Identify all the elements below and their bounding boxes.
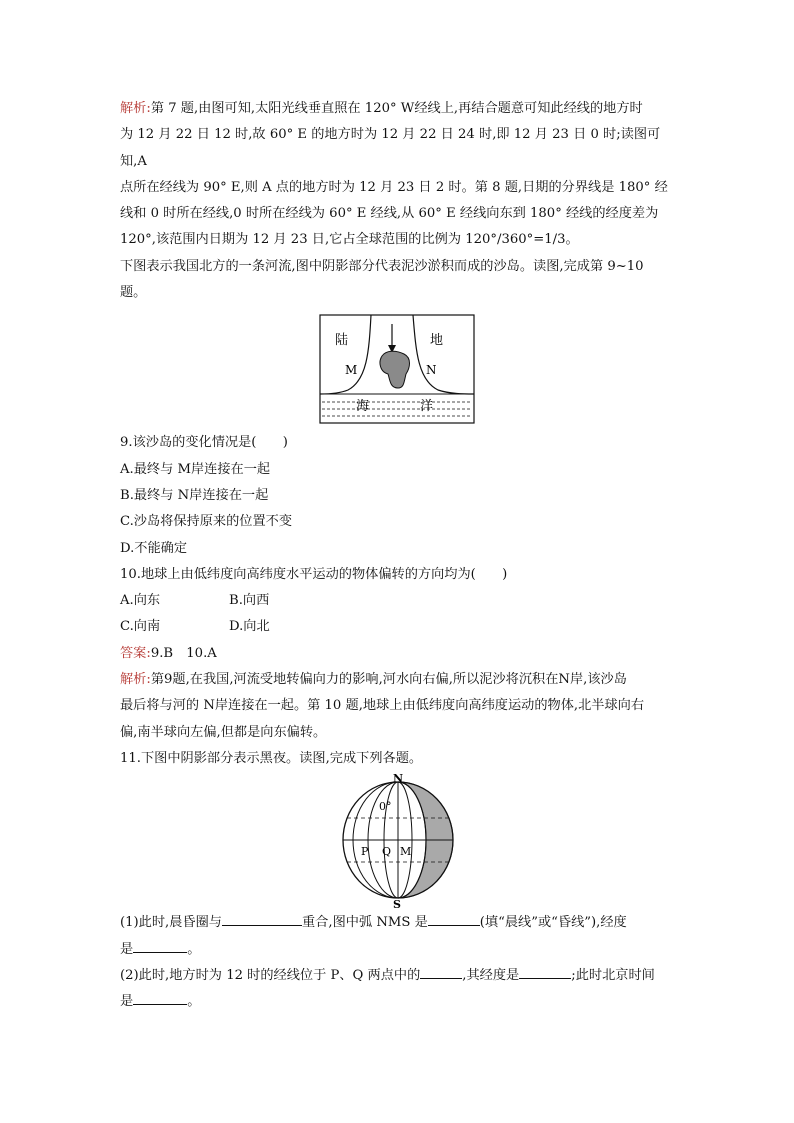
answer-blank[interactable]	[428, 911, 480, 926]
analysis-line: 线和 0 时所在经线,0 时所在经线为 60° E 经线,从 60° E 经线向东到 180° 经线的经度差为	[120, 206, 659, 222]
question-11-subs	[120, 910, 680, 1015]
river-diagram	[120, 312, 680, 430]
intro-line: 题。	[120, 285, 147, 301]
answer-blank[interactable]	[133, 990, 187, 1005]
question-11-stem	[120, 746, 680, 772]
land-right-label: 地	[430, 333, 444, 349]
q11-sub2-d: 是	[120, 994, 134, 1010]
globe-p-label: P	[361, 845, 369, 859]
analysis-line: 为 12 月 22 日 12 时,故 60° E 的地方时为 12 月 22 日 24 时,即 12 月 23 日 0 时;读图可知,A	[120, 127, 661, 169]
globe-s-label: S	[393, 898, 401, 909]
bank-n-label: N	[426, 363, 437, 378]
q11-sub2-c: ;此时北京时间	[571, 967, 655, 983]
q11-sub1-a: (1)此时,晨昏圈与	[120, 915, 222, 931]
globe-diagram	[120, 774, 680, 908]
sea-right-label: 洋	[420, 399, 434, 415]
q11-sub2-a: (2)此时,地方时为 12 时的经线位于 P、Q 两点中的	[120, 967, 421, 983]
q11-stem: 11.下图中阴影部分表示黑夜。读图,完成下列各题。	[120, 750, 423, 766]
answer-blank[interactable]	[420, 964, 462, 979]
q9-option-a: A.最终与 M岸连接在一起	[120, 461, 271, 477]
analysis-line: 点所在经线为 90° E,则 A 点的地方时为 12 月 23 日 2 时。第 8 题,日期的分界线是 180° 经	[120, 179, 668, 195]
analysis-line: 最后将与河的 N岸连接在一起。第 10 题,地球上由低纬度向高纬度运动的物体,北半球向右	[120, 698, 645, 714]
q11-sub1-c: (填“晨线”或“昏线”),经度	[479, 915, 627, 931]
bank-m-label: M	[345, 363, 358, 378]
globe-n-label: N	[393, 774, 404, 786]
globe-q-label: Q	[382, 845, 392, 859]
page-content	[120, 96, 680, 1015]
river-figure	[120, 312, 680, 430]
answer-blank[interactable]	[519, 964, 571, 979]
answer-9-10	[120, 641, 680, 667]
q11-end: 。	[187, 941, 201, 957]
q11-sub2-b: ,其经度是	[462, 967, 520, 983]
analysis-label: 解析:	[120, 672, 151, 688]
analysis-line: 第9题,在我国,河流受地转偏向力的影响,河水向右偏,所以泥沙将沉积在N岸,该沙岛	[150, 672, 627, 688]
answer-blank[interactable]	[222, 911, 302, 926]
q9-option-d: D.不能确定	[120, 540, 188, 556]
question-10	[120, 562, 680, 641]
analysis-line: 第 7 题,由图可知,太阳光线垂直照在 120° W经线上,再结合题意可知此经线的地方时	[150, 101, 643, 116]
intro-9-10	[120, 254, 680, 307]
analysis-label: 解析:	[120, 101, 151, 116]
globe-figure	[120, 774, 680, 908]
q10-stem: 10.地球上由低纬度向高纬度水平运动的物体偏转的方向均为( )	[120, 566, 508, 582]
intro-line: 下图表示我国北方的一条河流,图中阴影部分代表泥沙淤积而成的沙岛。读图,完成第 9~10	[120, 258, 644, 274]
answer-text: 9.B 10.A	[150, 645, 217, 661]
sea-left-label: 海	[356, 399, 370, 415]
q11-sub1-b: 重合,图中弧 NMS 是	[302, 915, 428, 931]
question-9	[120, 430, 680, 561]
q10-option-a: A.向东	[120, 593, 161, 609]
analysis-7-8	[120, 96, 680, 254]
q10-option-b: B.向西	[229, 593, 270, 609]
q9-option-c: C.沙岛将保持原来的位置不变	[120, 514, 293, 530]
q9-stem: 9.该沙岛的变化情况是( )	[120, 435, 288, 451]
q11-sub1-d: 是	[120, 941, 134, 957]
land-left-label: 陆	[335, 333, 349, 349]
q10-option-d: D.向北	[229, 619, 270, 635]
analysis-9-10	[120, 667, 680, 746]
answer-label: 答案:	[120, 645, 151, 661]
analysis-line: 偏,南半球向左偏,但都是向东偏转。	[120, 724, 327, 740]
answer-blank[interactable]	[133, 938, 187, 953]
q11-end: 。	[187, 994, 201, 1010]
globe-m-label: M	[400, 845, 412, 859]
q9-option-b: B.最终与 N岸连接在一起	[120, 487, 269, 503]
analysis-line: 120°,该范围内日期为 12 月 23 日,它占全球范围的比例为 120°/360°=1/3。	[120, 232, 579, 248]
globe-zero-label: 0°	[379, 800, 392, 814]
q10-option-c: C.向南	[120, 619, 161, 635]
